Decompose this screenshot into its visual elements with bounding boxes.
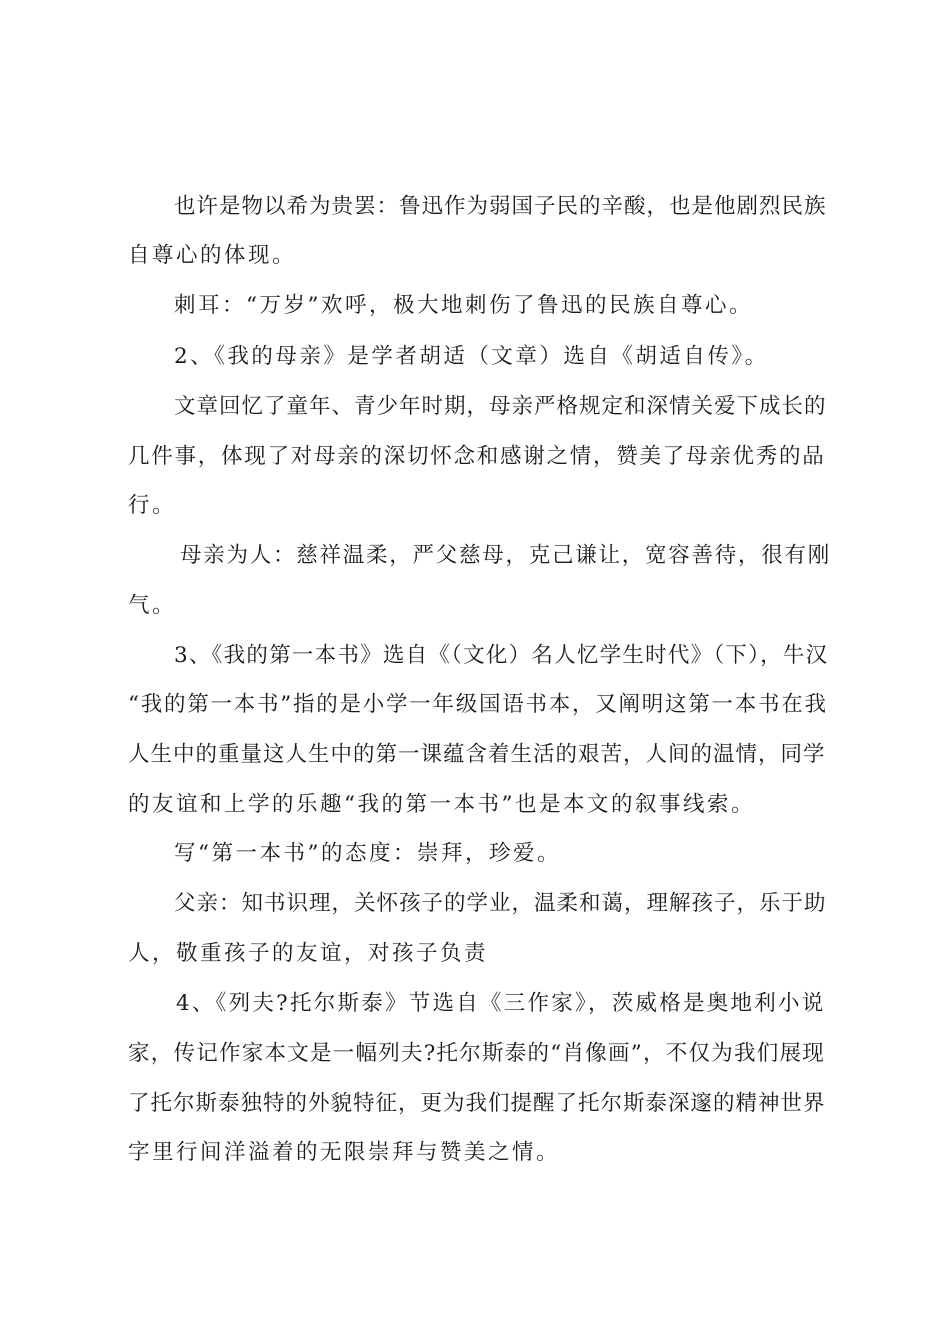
- text-line: 刺耳：“万岁”欢呼，极大地刺伤了鲁迅的民族自尊心。: [174, 293, 753, 318]
- text-line: 自尊心的体现。: [128, 243, 297, 268]
- text-line: 母亲为人：慈祥温柔，严父慈母，克己谦让，宽容善待，很有刚: [180, 543, 832, 568]
- text-line: 人生中的重量这人生中的第一课蕴含着生活的艰苦，人间的温情，同学: [128, 742, 826, 767]
- text-line: 4、《列夫?托尔斯泰》节选自《三作家》，茨威格是奥地利小说: [176, 991, 826, 1016]
- text-line: 文章回忆了童年、青少年时期，母亲严格规定和深情关爱下成长的: [174, 394, 827, 419]
- text-line: 父亲：知书识理，关怀孩子的学业，温柔和蔼，理解孩子，乐于助: [174, 891, 827, 916]
- text-line: 了托尔斯泰独特的外貌特征，更为我们提醒了托尔斯泰深邃的精神世界: [128, 1091, 826, 1116]
- text-line: 写“第一本书”的态度：崇拜，珍爱。: [174, 841, 561, 866]
- text-line: 气。: [128, 593, 177, 618]
- text-line: 的友谊和上学的乐趣“我的第一本书”也是本文的叙事线索。: [128, 792, 755, 817]
- text-line: 字里行间洋溢着的无限崇拜与赞美之情。: [128, 1140, 561, 1165]
- text-line: 家，传记作家本文是一幅列夫?托尔斯泰的“肖像画”，不仅为我们展现: [128, 1041, 826, 1066]
- text-line: 也许是物以希为贵罢：鲁迅作为弱国子民的辛酸，也是他剧烈民族: [174, 194, 827, 219]
- text-line: 几件事，体现了对母亲的深切怀念和感谢之情，赞美了母亲优秀的品: [128, 444, 826, 469]
- text-line: 2、《我的母亲》是学者胡适（文章）选自《胡适自传》。: [174, 344, 769, 369]
- text-line: “我的第一本书”指的是小学一年级国语书本，又阐明这第一本书在我: [128, 692, 828, 717]
- text-line: 3、《我的第一本书》选自《（文化）名人忆学生时代》（下），牛汉: [174, 643, 829, 668]
- text-line: 人，敬重孩子的友谊，对孩子负责: [128, 941, 489, 966]
- text-line: 行。: [128, 493, 177, 518]
